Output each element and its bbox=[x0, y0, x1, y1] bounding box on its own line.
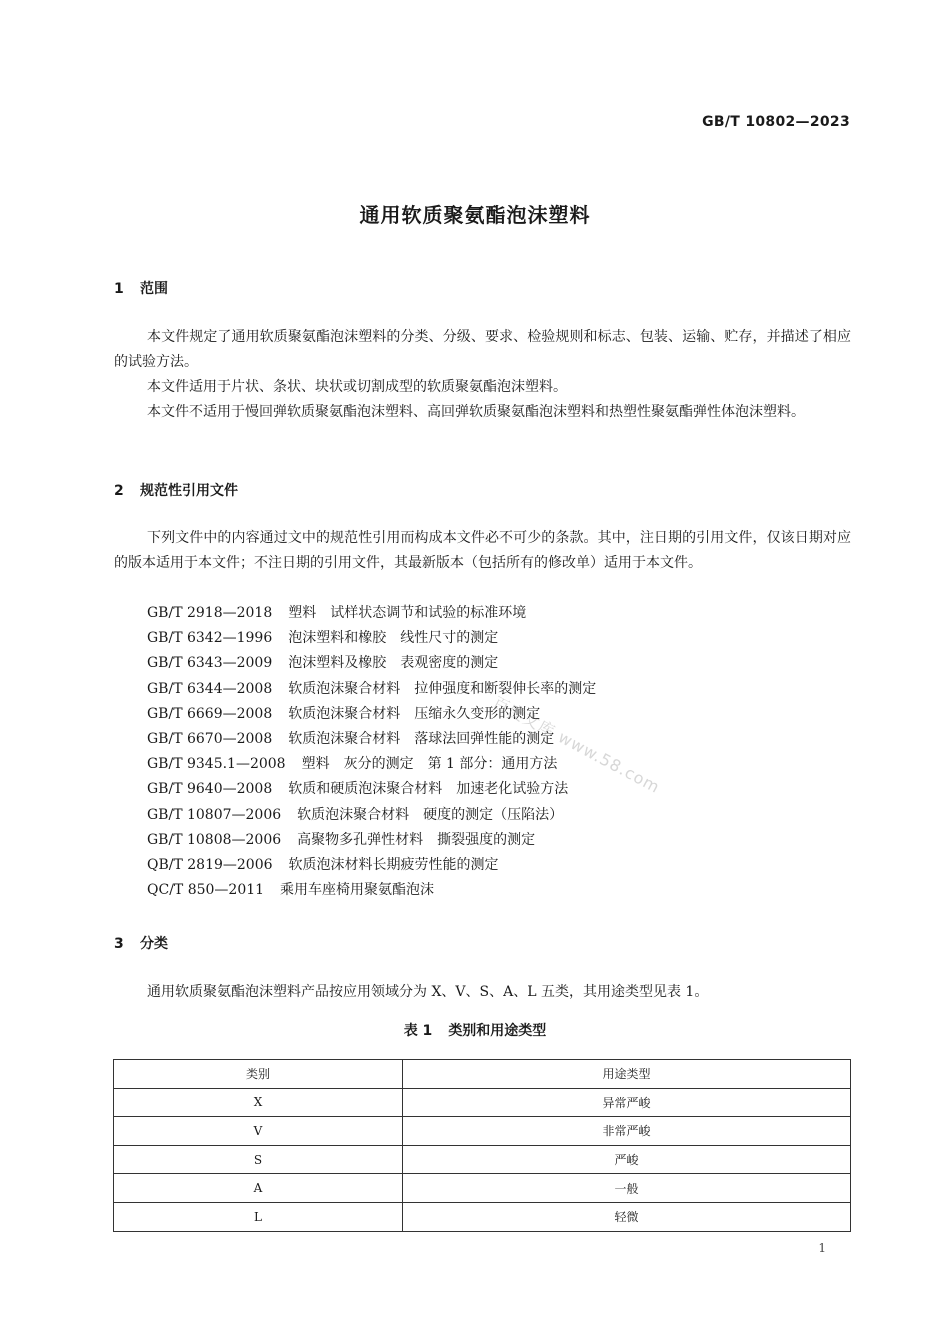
table-cell: 非常严峻 bbox=[403, 1117, 851, 1146]
reference-code: GB/T 10808—2006 bbox=[147, 831, 282, 848]
reference-title: 软质泡沫聚合材料 拉伸强度和断裂伸长率的测定 bbox=[288, 680, 597, 697]
section-number: 2 bbox=[114, 483, 124, 499]
reference-title: 塑料 灰分的测定 第 1 部分：通用方法 bbox=[301, 756, 558, 773]
section-title: 分类 bbox=[140, 936, 168, 952]
reference-list bbox=[147, 601, 596, 903]
reference-title: 软质泡沫聚合材料 压缩永久变形的测定 bbox=[288, 705, 541, 722]
reference-code: GB/T 9640—2008 bbox=[147, 781, 273, 798]
page-number: 1 bbox=[818, 1241, 826, 1255]
standard-code: GB/T 10802—2023 bbox=[702, 114, 850, 130]
reference-code: GB/T 6669—2008 bbox=[147, 705, 273, 722]
reference-title: 高聚物多孔弹性材料 撕裂强度的测定 bbox=[297, 831, 536, 848]
reference-code: GB/T 6670—2008 bbox=[147, 731, 273, 748]
table-row bbox=[114, 1174, 851, 1203]
section-title: 范围 bbox=[140, 281, 168, 297]
reference-code: GB/T 6344—2008 bbox=[147, 680, 273, 697]
reference-item bbox=[147, 601, 596, 626]
table-caption bbox=[0, 1020, 950, 1040]
table-cell: L bbox=[114, 1202, 403, 1231]
reference-title: 泡沫塑料及橡胶 表观密度的测定 bbox=[288, 655, 499, 672]
reference-title: 软质泡沫材料长期疲劳性能的测定 bbox=[288, 857, 499, 874]
paragraph: 通用软质聚氨酯泡沫塑料产品按应用领域分为 X、V、S、A、L 五类，其用途类型见表 1。 bbox=[147, 984, 709, 1000]
reference-code: GB/T 2918—2018 bbox=[147, 605, 273, 621]
table-cell: S bbox=[114, 1145, 403, 1174]
category-table bbox=[113, 1059, 851, 1232]
table-caption-number: 表 1 bbox=[403, 1023, 433, 1039]
reference-item bbox=[147, 878, 596, 903]
table-cell: 异常严峻 bbox=[403, 1088, 851, 1117]
section-2-heading bbox=[114, 480, 238, 500]
table-cell: V bbox=[114, 1117, 403, 1146]
section-title: 规范性引用文件 bbox=[140, 483, 238, 499]
table-cell: X bbox=[114, 1088, 403, 1117]
table-row bbox=[114, 1145, 851, 1174]
table-header-row bbox=[114, 1060, 851, 1089]
reference-item bbox=[147, 752, 596, 777]
table-cell: A bbox=[114, 1174, 403, 1203]
section-number: 3 bbox=[114, 936, 124, 952]
paragraph: 下列文件中的内容通过文中的规范性引用而构成本文件必不可少的条款。其中，注日期的引用文件，仅该日期对应的版本适用于本文件；不注日期的引用文件，其最新版本（包括所有的修改单）适用于本文件。 bbox=[114, 530, 851, 571]
table-caption-title: 类别和用途类型 bbox=[448, 1023, 547, 1039]
reference-code: QB/T 2819—2006 bbox=[147, 857, 273, 874]
reference-code: GB/T 6342—1996 bbox=[147, 630, 273, 647]
table-row bbox=[114, 1088, 851, 1117]
reference-title: 乘用车座椅用聚氨酯泡沫 bbox=[280, 882, 435, 899]
reference-title: 塑料 试样状态调节和试验的标准环境 bbox=[288, 605, 527, 621]
reference-item bbox=[147, 677, 596, 702]
reference-code: GB/T 9345.1—2008 bbox=[147, 756, 286, 773]
reference-item bbox=[147, 626, 596, 651]
reference-title: 软质泡沫聚合材料 落球法回弹性能的测定 bbox=[288, 731, 555, 748]
reference-item bbox=[147, 828, 596, 853]
table-header-cell: 用途类型 bbox=[403, 1060, 851, 1089]
reference-item bbox=[147, 651, 596, 676]
watermark: 百度文库 www.58.com bbox=[489, 692, 664, 798]
paragraph: 本文件规定了通用软质聚氨酯泡沫塑料的分类、分级、要求、检验规则和标志、包装、运输、贮存，并描述了相应的试验方法。 bbox=[114, 329, 851, 370]
reference-item bbox=[147, 777, 596, 802]
document-title: 通用软质聚氨酯泡沫塑料 bbox=[359, 203, 591, 227]
reference-item bbox=[147, 853, 596, 878]
reference-code: QC/T 850—2011 bbox=[147, 882, 265, 899]
table-cell: 严峻 bbox=[403, 1145, 851, 1174]
paragraph: 本文件适用于片状、条状、块状或切割成型的软质聚氨酯泡沫塑料。 bbox=[147, 379, 567, 395]
section-1-heading bbox=[114, 278, 168, 298]
table-header-cell: 类别 bbox=[114, 1060, 403, 1089]
section-3-heading bbox=[114, 933, 168, 953]
table-cell: 一般 bbox=[403, 1174, 851, 1203]
reference-code: GB/T 6343—2009 bbox=[147, 655, 273, 672]
reference-title: 软质和硬质泡沫聚合材料 加速老化试验方法 bbox=[288, 781, 569, 798]
table-row bbox=[114, 1117, 851, 1146]
reference-item bbox=[147, 803, 596, 828]
section-number: 1 bbox=[114, 281, 124, 297]
table-cell: 轻微 bbox=[403, 1202, 851, 1231]
table-row bbox=[114, 1202, 851, 1231]
reference-title: 泡沫塑料和橡胶 线性尺寸的测定 bbox=[288, 630, 499, 647]
paragraph: 本文件不适用于慢回弹软质聚氨酯泡沫塑料、高回弹软质聚氨酯泡沫塑料和热塑性聚氨酯弹性体泡沫塑料。 bbox=[147, 404, 805, 420]
reference-title: 软质泡沫聚合材料 硬度的测定（压陷法） bbox=[297, 806, 564, 823]
reference-code: GB/T 10807—2006 bbox=[147, 806, 282, 823]
